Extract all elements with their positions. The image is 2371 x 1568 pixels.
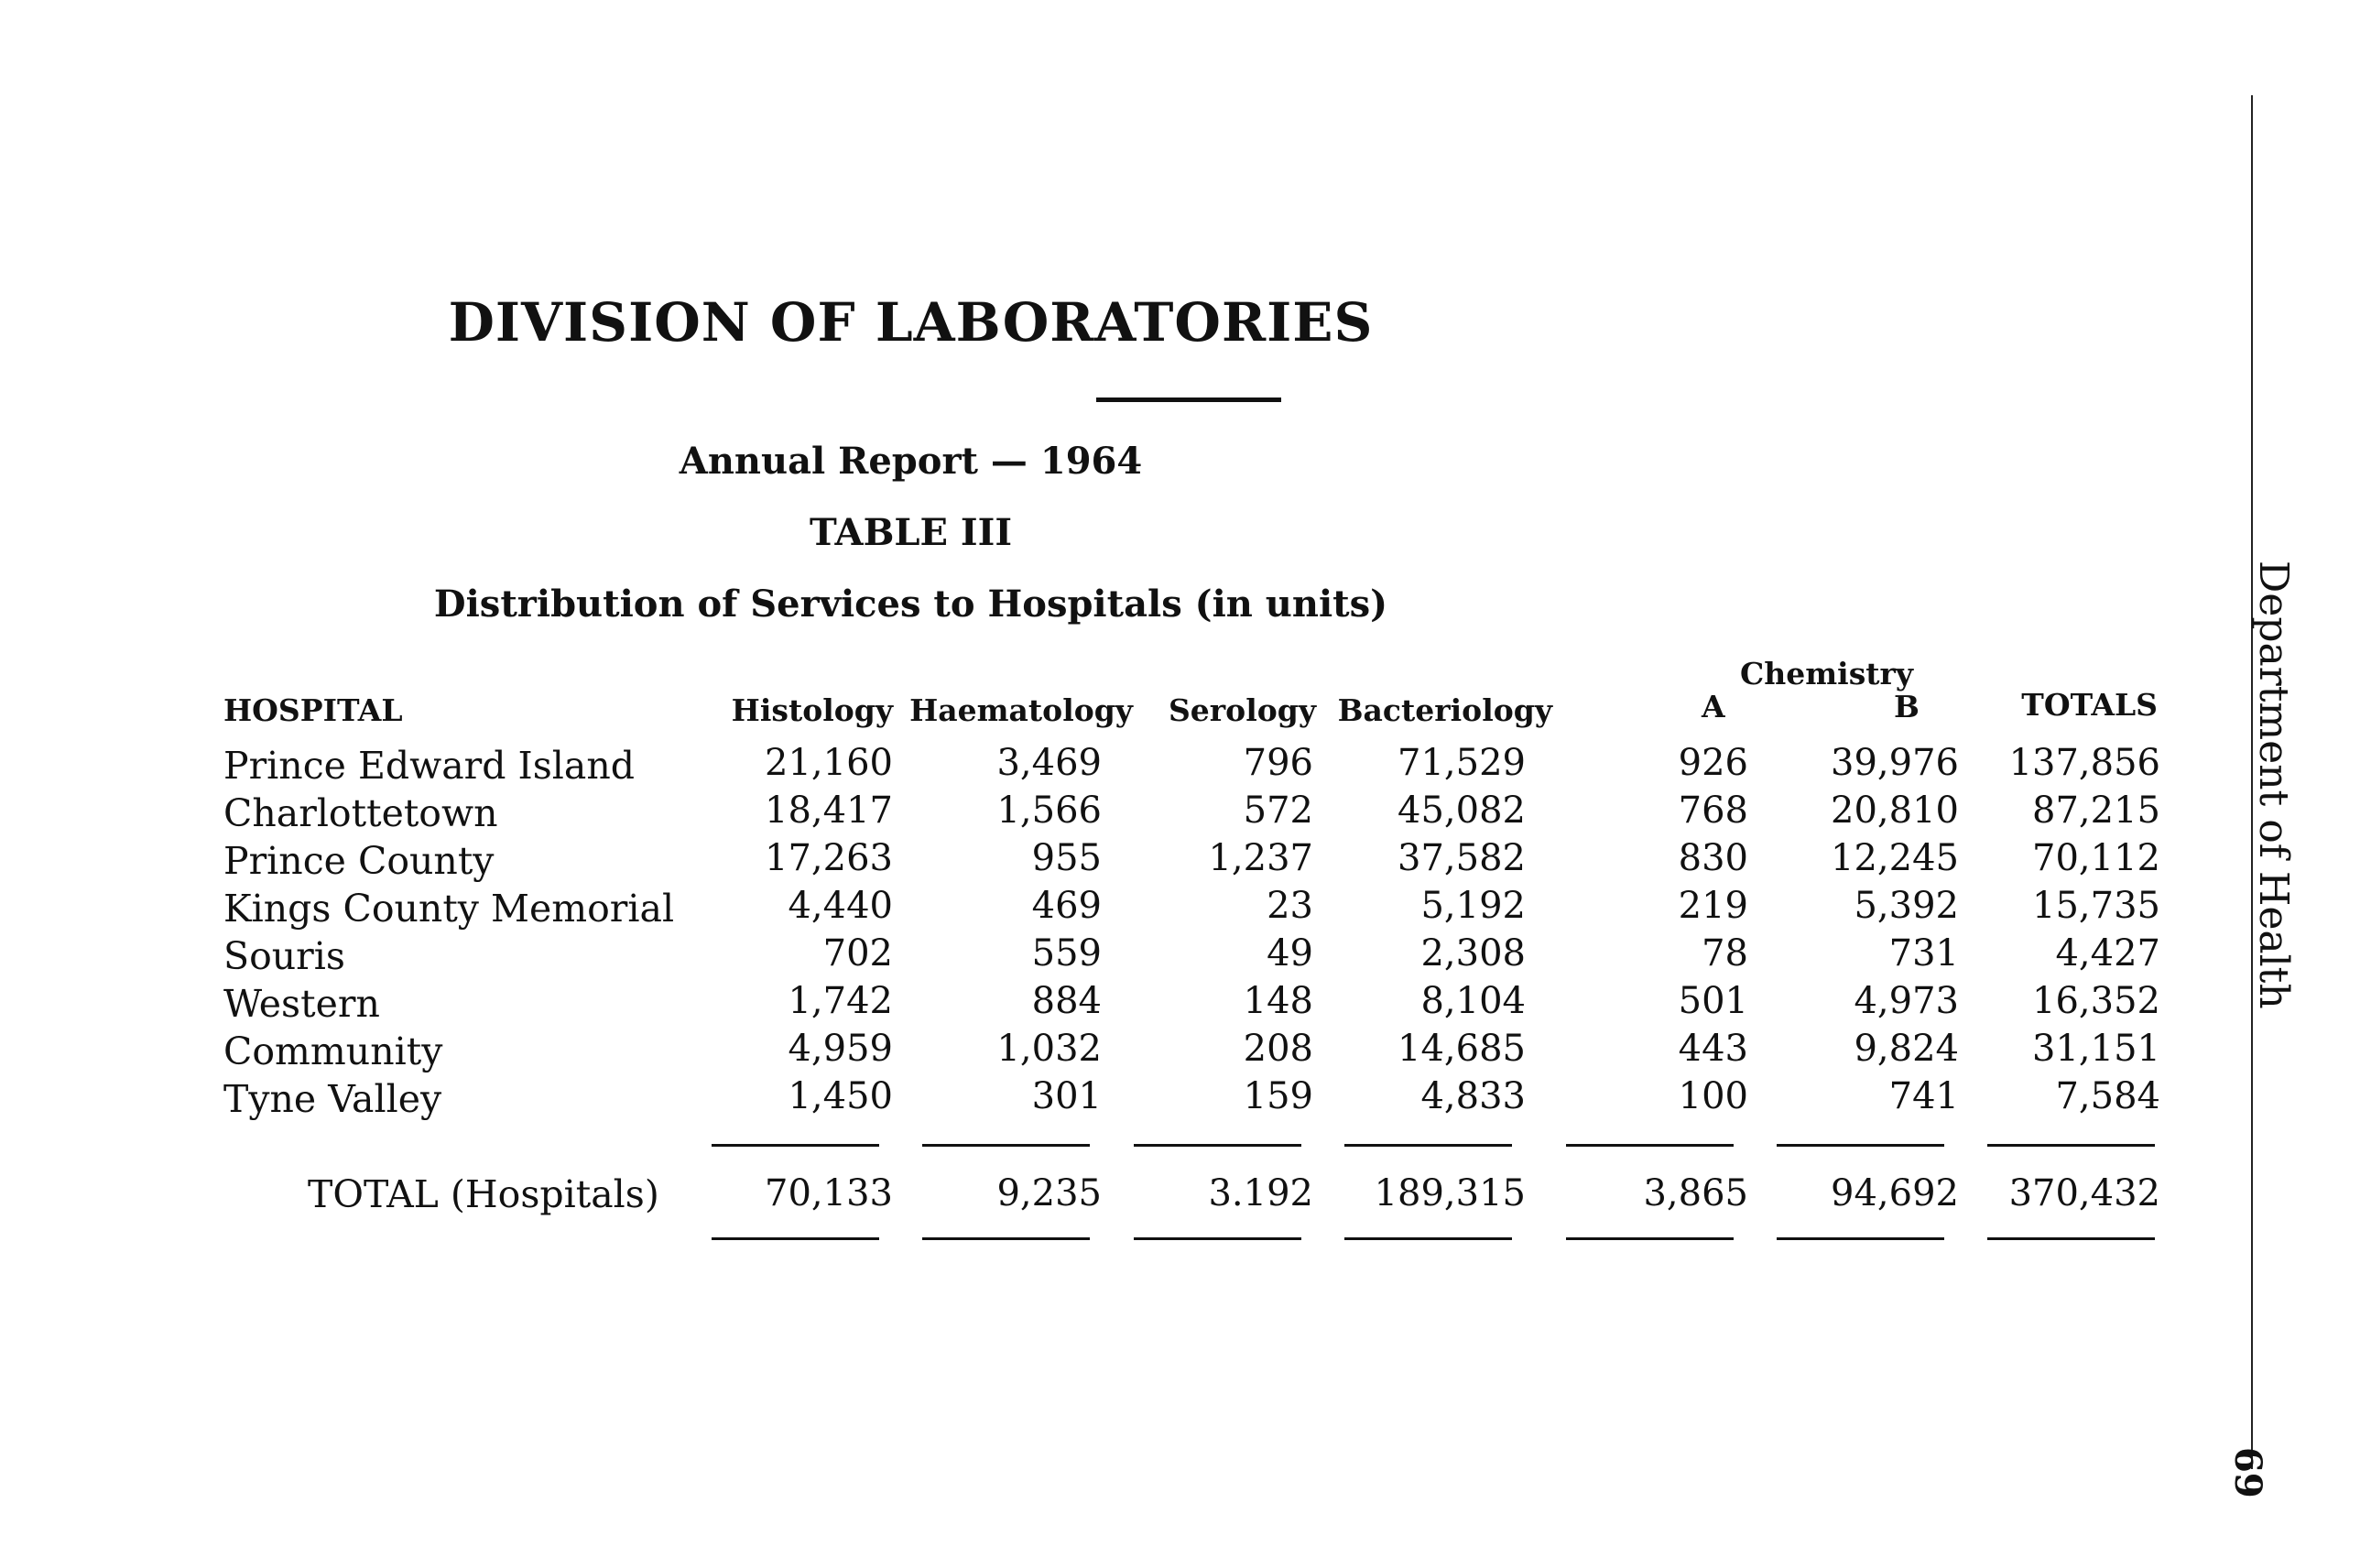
table-caption: Distribution of Services to Hospitals (in units): [433, 583, 1388, 626]
cell-haematology: 559: [1031, 932, 1102, 975]
column-header-serology: Serology: [1168, 692, 1316, 728]
cell-histology: 4,440: [788, 885, 893, 927]
row-hospital-name: Western: [223, 982, 380, 1026]
cell-bacteriology: 37,582: [1398, 837, 1526, 879]
cell-totals: 7,584: [2055, 1075, 2160, 1117]
cell-chem-a: 830: [1678, 837, 1748, 879]
row-hospital-name: Tyne Valley: [223, 1077, 442, 1121]
column-group-chemistry: Chemistry: [1740, 656, 1914, 691]
column-header-bacteriology: Bacteriology: [1337, 692, 1552, 728]
cell-bacteriology: 71,529: [1398, 742, 1526, 784]
column-header-hospital: HOSPITAL: [223, 692, 403, 728]
cell-totals: 31,151: [2032, 1028, 2160, 1070]
column-header-totals: TOTALS: [2021, 687, 2158, 723]
cell-totals: 70,112: [2032, 837, 2160, 879]
total-haematology: 9,235: [996, 1172, 1102, 1214]
cell-haematology: 3,469: [996, 742, 1102, 784]
title-divider: [1096, 397, 1281, 402]
table-number: TABLE III: [809, 511, 1013, 554]
total-rule: [1777, 1237, 1944, 1240]
running-head: Department of Health: [2250, 561, 2297, 1009]
cell-chem-b: 741: [1888, 1075, 1959, 1117]
cell-totals: 87,215: [2032, 789, 2160, 832]
total-rule: [1134, 1237, 1301, 1240]
total-histology: 70,133: [765, 1172, 893, 1214]
cell-chem-a: 100: [1678, 1075, 1748, 1117]
cell-chem-b: 731: [1888, 932, 1959, 975]
total-bacteriology: 189,315: [1374, 1172, 1526, 1214]
cell-totals: 137,856: [2008, 742, 2160, 784]
annual-report-heading: Annual Report — 1964: [679, 440, 1143, 483]
cell-serology: 208: [1243, 1028, 1313, 1070]
cell-haematology: 469: [1031, 885, 1102, 927]
total-totals: 370,432: [2008, 1172, 2160, 1214]
total-rule: [1987, 1237, 2155, 1240]
total-chem-b: 94,692: [1831, 1172, 1959, 1214]
cell-chem-b: 39,976: [1831, 742, 1959, 784]
total-rule: [922, 1237, 1090, 1240]
cell-bacteriology: 5,192: [1420, 885, 1526, 927]
total-serology: 3.192: [1208, 1172, 1313, 1214]
row-hospital-name: Kings County Memorial: [223, 887, 675, 931]
cell-haematology: 1,032: [996, 1028, 1102, 1070]
cell-chem-b: 12,245: [1831, 837, 1959, 879]
subtotal-rule: [922, 1144, 1090, 1147]
page-title: DIVISION OF LABORATORIES: [448, 291, 1374, 354]
cell-serology: 796: [1243, 742, 1313, 784]
cell-totals: 16,352: [2032, 980, 2160, 1022]
cell-haematology: 301: [1031, 1075, 1102, 1117]
cell-serology: 49: [1267, 932, 1313, 975]
column-header-chemistry-b: B: [1894, 689, 1920, 724]
cell-bacteriology: 8,104: [1420, 980, 1526, 1022]
cell-haematology: 884: [1031, 980, 1102, 1022]
cell-histology: 18,417: [765, 789, 893, 832]
page-number: 69: [2226, 1447, 2269, 1498]
cell-serology: 1,237: [1208, 837, 1313, 879]
subtotal-rule: [1777, 1144, 1944, 1147]
cell-chem-a: 219: [1678, 885, 1748, 927]
row-hospital-name: Souris: [223, 934, 345, 978]
cell-chem-a: 78: [1702, 932, 1748, 975]
cell-chem-b: 20,810: [1831, 789, 1959, 832]
column-header-haematology: Haematology: [909, 692, 1133, 728]
cell-serology: 159: [1243, 1075, 1313, 1117]
cell-totals: 15,735: [2032, 885, 2160, 927]
cell-histology: 17,263: [765, 837, 893, 879]
total-chem-a: 3,865: [1643, 1172, 1748, 1214]
cell-chem-b: 9,824: [1854, 1028, 1959, 1070]
total-row-label: TOTAL (Hospitals): [308, 1172, 659, 1216]
cell-histology: 1,742: [788, 980, 893, 1022]
cell-chem-a: 768: [1678, 789, 1748, 832]
cell-chem-a: 501: [1678, 980, 1748, 1022]
total-rule: [712, 1237, 879, 1240]
cell-histology: 1,450: [788, 1075, 893, 1117]
column-header-chemistry-a: A: [1702, 689, 1725, 724]
cell-chem-b: 5,392: [1854, 885, 1959, 927]
cell-totals: 4,427: [2055, 932, 2160, 975]
subtotal-rule: [1344, 1144, 1512, 1147]
total-rule: [1566, 1237, 1734, 1240]
cell-chem-b: 4,973: [1854, 980, 1959, 1022]
cell-chem-a: 926: [1678, 742, 1748, 784]
row-hospital-name: Prince Edward Island: [223, 744, 635, 788]
cell-bacteriology: 14,685: [1398, 1028, 1526, 1070]
cell-serology: 23: [1267, 885, 1313, 927]
subtotal-rule: [1134, 1144, 1301, 1147]
cell-histology: 702: [822, 932, 893, 975]
total-rule: [1344, 1237, 1512, 1240]
cell-haematology: 1,566: [996, 789, 1102, 832]
cell-serology: 572: [1243, 789, 1313, 832]
column-header-histology: Histology: [731, 692, 893, 728]
cell-bacteriology: 45,082: [1398, 789, 1526, 832]
cell-bacteriology: 2,308: [1420, 932, 1526, 975]
row-hospital-name: Charlottetown: [223, 791, 498, 835]
row-hospital-name: Prince County: [223, 839, 495, 883]
cell-histology: 4,959: [788, 1028, 893, 1070]
cell-chem-a: 443: [1678, 1028, 1748, 1070]
row-hospital-name: Community: [223, 1029, 443, 1073]
cell-histology: 21,160: [765, 742, 893, 784]
cell-haematology: 955: [1031, 837, 1102, 879]
cell-bacteriology: 4,833: [1420, 1075, 1526, 1117]
cell-serology: 148: [1243, 980, 1313, 1022]
subtotal-rule: [1987, 1144, 2155, 1147]
subtotal-rule: [712, 1144, 879, 1147]
subtotal-rule: [1566, 1144, 1734, 1147]
